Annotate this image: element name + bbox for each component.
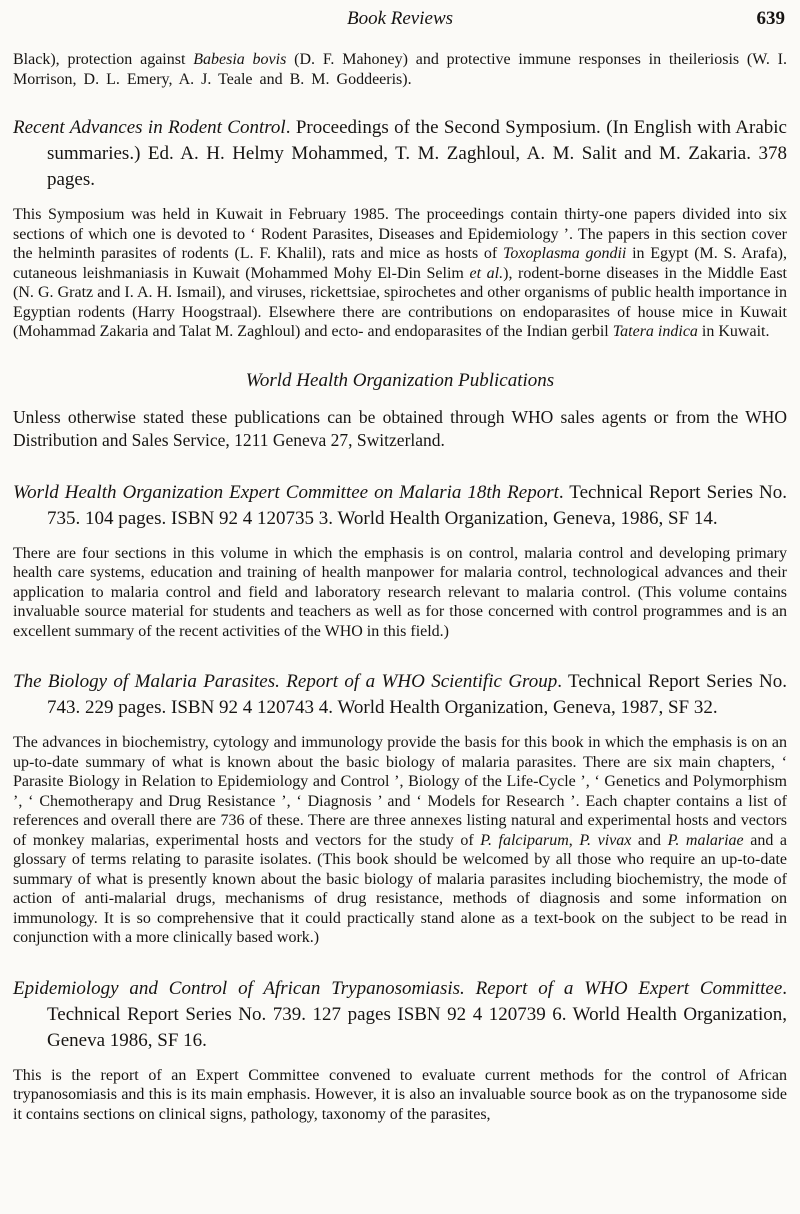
book-entry-heading-african-trypanosomiasis: [13, 976, 787, 1054]
text-segment: in Kuwait.: [697, 323, 770, 340]
italic-segment: et al.: [469, 264, 504, 282]
text-segment: . Technical Report Series No. 739. 127 pages ISBN 92 4 120739 6. World Health Organization, Geneva 1986, SF 16.: [47, 977, 787, 1051]
text-segment: . Proceedings of the Second Symposium. (In English with Arabic summaries.) Ed. A. H. Helmy Mohammed, T. M. Zaghloul, A. M. Salit and M. Zakaria. 378 pages.: [47, 117, 787, 190]
italic-segment: P. malariae: [667, 831, 744, 849]
text-segment: (D. F. Mahoney) and protective immune responses in theileriosis (W. I. Morrison, D. L. Emery, A. J. Teale and B. M. Goddeeris).: [13, 51, 787, 88]
book-entry-body-african-trypanosomiasis: [13, 1066, 787, 1125]
italic-segment: The Biology of Malaria Parasites. Report of a WHO Scientific Group: [13, 671, 558, 692]
page-number: 639: [756, 8, 785, 29]
italic-segment: Babesia bovis: [193, 51, 287, 68]
book-entry-body-biology-of-malaria-parasites: [13, 733, 787, 948]
section-heading-who-publications: World Health Organization Publications: [245, 369, 555, 391]
text-segment: This is the report of an Expert Committee convened to evaluate current methods for the control of African trypanosomiasis and this is its main emphasis. However, it is also an invaluable source book as on the trypanosome side it contains sections on clinical signs, pathology, taxonomy of the parasites,: [13, 1066, 787, 1123]
text-segment: ), rodent-borne diseases in the Middle East (N. G. Gratz and I. A. H. Ismail), and viruses, rickettsiae, spirochetes and other organisms of public health importance in Egyptian rodents (Harry Hoogstraal). Elsewhere there are contributions on endoparasites of house mice in Kuwait (Mohammad Zakaria and Talat M. Zaghloul) and ecto- and endoparasites of the Indian gerbil: [13, 264, 787, 340]
italic-segment: Toxoplasma gondii: [502, 245, 627, 262]
italic-segment: World Health Organization Expert Committee on Malaria 18th Report: [13, 481, 559, 503]
book-entry-heading-rodent-control: [13, 115, 787, 193]
page-header: [13, 8, 787, 34]
text-segment: in Egypt (M. S. Arafa), cutaneous leishmaniasis in Kuwait (Mohammed Mohy El-Din Selim: [13, 245, 787, 282]
italic-segment: P. falciparum: [480, 831, 569, 849]
italic-segment: Tatera indica: [612, 323, 698, 340]
review-continuation-paragraph: [13, 50, 787, 89]
book-entry-body-malaria-18th-report: [13, 544, 787, 642]
italic-segment: P. vivax: [579, 831, 632, 849]
text-segment: Unless otherwise stated these publications can be obtained through WHO sales agents or from the WHO Distribution and Sales Service, 1211 Geneva 27, Switzerland.: [13, 406, 787, 450]
text-segment: Black), protection against: [13, 51, 194, 68]
who-availability-note: [13, 406, 787, 452]
text-segment: ,: [568, 831, 580, 849]
text-segment: and: [631, 831, 668, 849]
book-entry-heading-biology-of-malaria-parasites: [13, 669, 787, 721]
italic-segment: Epidemiology and Control of African Trypanosomiasis. Report of a WHO Expert Committee: [13, 977, 783, 999]
text-segment: There are four sections in this volume in which the emphasis is on control, malaria control and developing primary health care systems, education and training of health manpower for malaria control, technological advances and their application to malaria control and field and laboratory research relevant to malaria control. (This volume contains invaluable source material for students and teachers as well as for those concerned with control programmes and is an excellent summary of the recent activities of the WHO in this field.): [13, 544, 787, 640]
book-entry-heading-malaria-18th-report: [13, 480, 787, 532]
running-head-title: Book Reviews: [346, 8, 454, 29]
italic-segment: Recent Advances in Rodent Control: [13, 117, 286, 138]
text-segment: . Technical Report Series No. 743. 229 pages. ISBN 92 4 120743 4. World Health Organization, Geneva, 1987, SF 32.: [47, 671, 788, 718]
text-segment: The advances in biochemistry, cytology and immunology provide the basis for this book in which the emphasis is on an up-to-date summary of what is known about the basic biology of malaria parasites. There are six main chapters, ‘ Parasite Biology in Relation to Epidemiology and Control ’, Biology of the Life-Cycle ’, ‘ Genetics and Polymorphism ’, ‘ Chemotherapy and Drug Resistance ’, ‘ Diagnosis ’ and ‘ Models for Research ’. Each chapter contains a list of references and overall there are 736 of these. There are three annexes listing natural and experimental hosts and vectors of monkey malarias, experimental hosts and vectors for the study of: [13, 734, 787, 849]
book-entry-body-rodent-control: [13, 205, 787, 342]
text-segment: . Technical Report Series No. 735. 104 pages. ISBN 92 4 120735 3. World Health Organization, Geneva, 1986, SF 14.: [47, 481, 788, 529]
text-segment: This Symposium was held in Kuwait in February 1985. The proceedings contain thirty-one papers divided into six sections of which one is devoted to ‘ Rodent Parasites, Diseases and Epidemiology ’. The papers in this section cover the helminth parasites of rodents (L. F. Khalil), rats and mice as hosts of: [13, 206, 787, 262]
text-segment: and a glossary of terms relating to parasite isolates. (This book should be welcomed by all those who require an up-to-date summary of what is presently known about the basic biology of malaria parasites including biochemistry, the mode of action of anti-malarial drugs, mechanisms of drug resistance, methods of diagnosis and some information on immunology. It is so comprehensive that it could practically stand alone as a text-book on the subject to be read in conjunction with a more clinically based work.): [13, 831, 788, 946]
